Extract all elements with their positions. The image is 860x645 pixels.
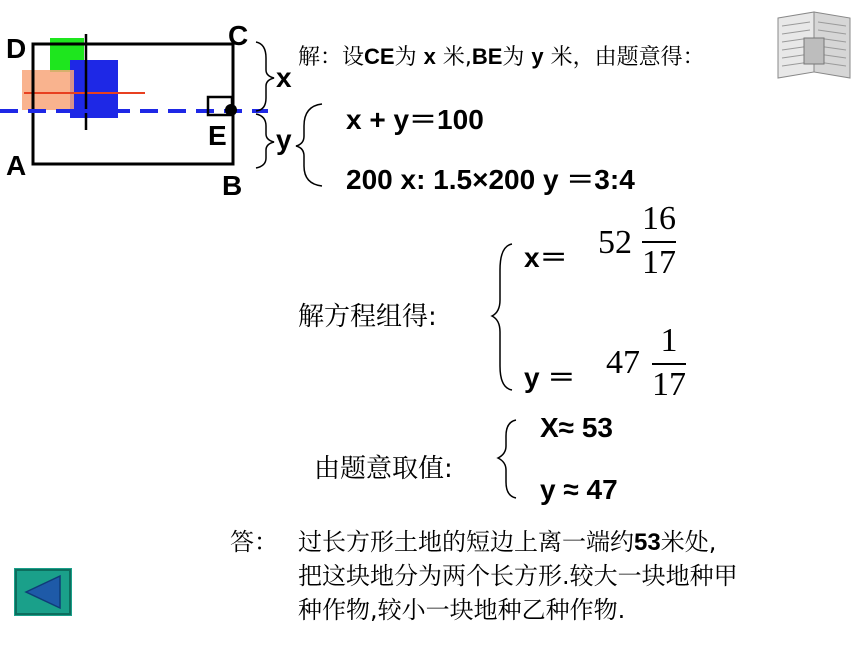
y-fraction	[652, 324, 686, 402]
approx-brace	[498, 420, 516, 498]
x-fraction	[642, 202, 676, 280]
intro-jie: 解：设	[298, 45, 365, 70]
y-brace	[256, 114, 274, 168]
answer-label: 答：	[230, 528, 278, 556]
intro-ce: CE	[364, 44, 395, 69]
y-whole: 47	[606, 344, 640, 381]
label-y: y	[276, 124, 292, 155]
answer-line-3: 种作物,较小一块地种乙种作物.	[298, 596, 626, 624]
approx-label: 由题意取值:	[314, 454, 453, 484]
triangle-left-icon	[14, 568, 72, 616]
label-x: x	[276, 62, 292, 93]
y-denominator: 17	[652, 366, 686, 403]
book-thumbnail-icon[interactable]	[774, 8, 854, 80]
answer-line-1-num: 53	[634, 529, 661, 556]
orange-block	[22, 70, 74, 110]
label-b: B	[222, 170, 243, 201]
x-denominator: 17	[642, 244, 676, 281]
intro-wei2: 为	[502, 45, 532, 70]
equation-2: 200 x: 1.5×200 y ＝3:4	[346, 164, 635, 195]
solution-brace	[492, 244, 512, 390]
x-whole: 52	[598, 224, 632, 261]
x-fraction-bar	[642, 241, 676, 243]
intro-x: x	[423, 44, 436, 69]
label-e: E	[208, 120, 227, 151]
x-brace	[256, 42, 274, 111]
intro-wei1: 为	[394, 45, 424, 70]
x-lhs: x＝	[524, 242, 568, 273]
intro-line	[298, 40, 705, 71]
approx-x: X≈ 53	[540, 412, 613, 443]
intro-mi1: 米,	[435, 45, 472, 70]
back-button[interactable]	[14, 568, 72, 616]
system-brace	[296, 104, 322, 186]
intro-be: BE	[471, 44, 503, 69]
x-numerator: 16	[642, 200, 676, 237]
y-fraction-bar	[652, 363, 686, 365]
answer-line-1b: 米处,	[660, 528, 717, 556]
equation-1: x + y＝100	[346, 104, 484, 135]
intro-y: y	[531, 44, 544, 69]
answer-line-2: 把这块地分为两个长方形.较大一块地种甲	[298, 562, 738, 590]
approx-y: y ≈ 47	[540, 474, 618, 505]
label-c: C	[228, 20, 249, 51]
answer-line-1	[298, 522, 716, 557]
point-e-dot	[225, 104, 237, 116]
label-d: D	[6, 33, 27, 64]
y-lhs: y ＝	[524, 362, 576, 393]
solve-label: 解方程组得:	[298, 302, 437, 332]
intro-rest: 米，由题意得：	[543, 45, 705, 70]
answer-line-1a: 过长方形土地的短边上离一端约	[298, 528, 634, 556]
label-a: A	[6, 150, 27, 181]
y-numerator: 1	[660, 322, 678, 359]
